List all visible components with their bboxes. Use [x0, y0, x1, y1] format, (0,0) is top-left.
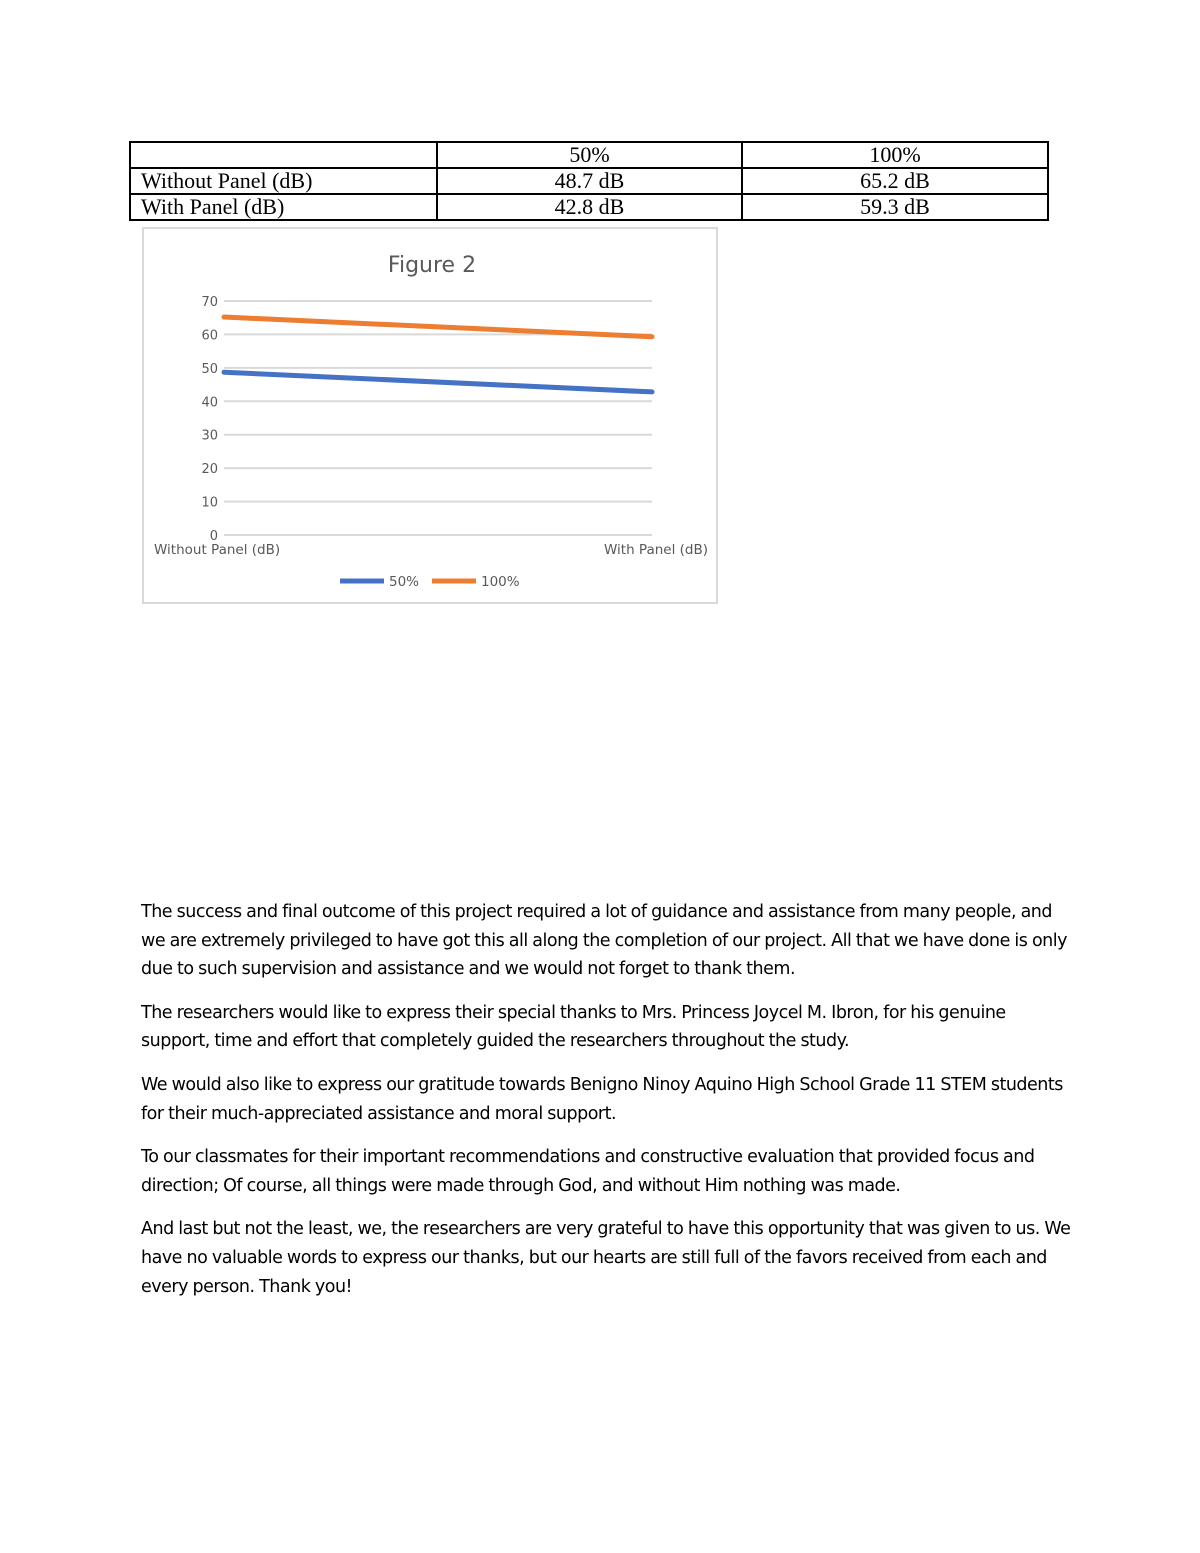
y-tick-label: 0 — [209, 529, 218, 544]
paragraph: The success and final outcome of this project required a lot of guidance and assistance from many people, and we are extremely privileged to have got this all along the completion of our project. All that we have done is only due to such supervision and assistance and we would not forget to thank them. — [141, 902, 1067, 980]
table-header-row — [130, 142, 1048, 168]
y-tick-label: 70 — [201, 295, 218, 310]
chart-title: Figure 2 — [387, 253, 477, 278]
table-row — [130, 168, 1048, 194]
table-cell: 42.8 dB — [437, 194, 742, 220]
y-tick-label: 60 — [201, 328, 218, 344]
x-tick-label: With Panel (dB) — [603, 542, 708, 558]
acknowledgement-text — [141, 898, 1071, 1316]
table-header-cell: 50% — [437, 142, 742, 168]
table-header-cell: 100% — [742, 142, 1048, 168]
y-tick-label: 50 — [201, 361, 218, 377]
x-tick-label: Without Panel (dB) — [154, 542, 281, 558]
paragraph: We would also like to express our gratitude towards Benigno Ninoy Aquino High School Grade 11 STEM students for their much-appreciated assistance and moral support. — [141, 1074, 1063, 1124]
chart-canvas — [144, 229, 720, 606]
table-row-label: With Panel (dB) — [130, 194, 437, 220]
legend-label: 100% — [481, 574, 520, 590]
table-row — [130, 194, 1048, 220]
y-tick-label: 40 — [201, 395, 218, 411]
legend-label: 50% — [389, 574, 420, 590]
table-cell: 48.7 dB — [437, 168, 742, 194]
paragraph: To our classmates for their important recommendations and constructive evaluation that provided focus and direction; Of course, all things were made through God, and without Him nothing was made. — [141, 1147, 1035, 1196]
paragraph: And last but not the least, we, the researchers are very grateful to have this opportunity that was given to us. We have no valuable words to express our thanks, but our hearts are still full of the favors received from each and every person. Thank you! — [141, 1219, 1071, 1297]
y-tick-label: 30 — [201, 428, 218, 444]
series-line-50-percent — [224, 372, 652, 392]
y-tick-label: 10 — [201, 495, 218, 511]
results-table — [129, 141, 1049, 221]
table-cell: 65.2 dB — [742, 168, 1048, 194]
line-chart — [142, 227, 718, 604]
table-cell: 59.3 dB — [742, 194, 1048, 220]
paragraph: The researchers would like to express their special thanks to Mrs. Princess Joycel M. Ibron, for his genuine support, time and effort that completely guided the researchers throughout the study. — [141, 1002, 1006, 1052]
table-header-cell — [130, 142, 437, 168]
y-tick-label: 20 — [201, 462, 218, 478]
table-row-label: Without Panel (dB) — [130, 168, 437, 194]
